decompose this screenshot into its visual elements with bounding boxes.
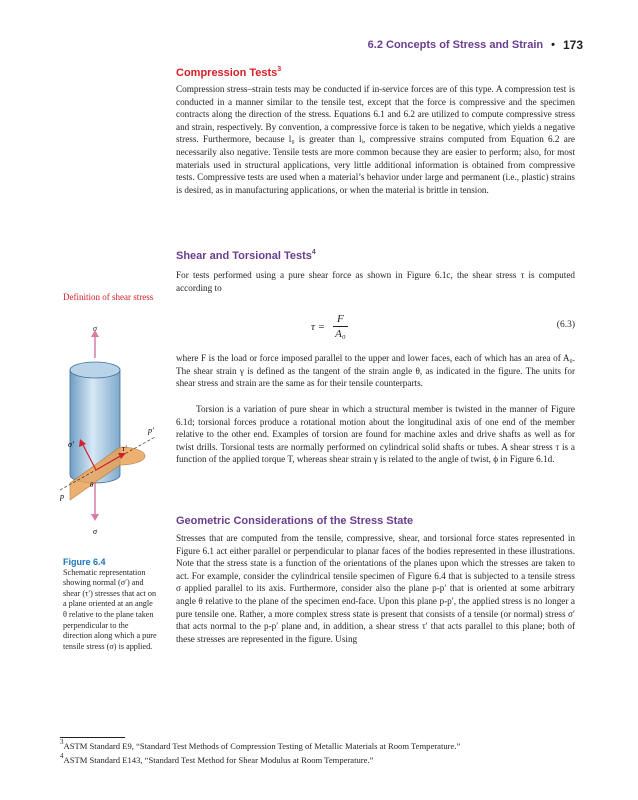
- compression-paragraph: Compression stress–strain tests may be conducted if in-service forces are of this type. A compression test is conducted in a manner similar to the tensile test, except that the force is compressive and the specimen contracts along the direction of the stress. Equations 6.1 and 6.2 are utilized to compute compressive stress and strain, respectively. By convention, a compressive force is taken to be negative, which yields a negative stress. Furthermore, because l₀ is greater than lᵢ, compressive strains computed from Equation 6.2 are necessarily also negative. Tensile tests are more common because they are easier to perform; also, for most materials used in structural applications, very little additional information is obtained from compressive tests. Compressive tests are used when a material’s behavior under large and permanent (i.e., plastic) strains is desired, as in manufacturing applications, or when the material is brittle in tension.: [176, 84, 575, 195]
- figure-6-4-caption: [63, 557, 158, 652]
- theta-label: θ: [90, 481, 94, 489]
- page-number: 173: [562, 38, 583, 52]
- footnote-ref-3: 3: [277, 66, 282, 73]
- footnote-4-text: ASTM Standard E143, “Standard Test Method for Shear Modulus at Room Temperature.”: [63, 755, 374, 765]
- figure-label: Figure 6.4: [63, 557, 106, 567]
- sigma-top-arrow: [91, 330, 99, 358]
- footnote-4: [60, 752, 580, 766]
- p-prime-label: p′: [148, 426, 154, 435]
- footnote-3: [60, 738, 580, 752]
- footnote-ref-4: 4: [311, 249, 316, 256]
- sigma-bottom-label: σ: [93, 527, 97, 536]
- equation-6-3: [176, 311, 575, 345]
- compression-heading-text: Compression Tests: [176, 67, 278, 79]
- geometric-heading: Geometric Considerations of the Stress State: [176, 515, 414, 527]
- footnote-4-mark: 4: [60, 752, 64, 760]
- torsion-paragraph: Torsion is a variation of pure shear in which a structural member is twisted in the manner of Figure 6.1d; torsional forces produce a rotational motion about the longitudinal axis of one end of the member relative to the other end. Examples of torsion are found for machine axles and drive shafts as well as for twist drills. Torsional tests are normally performed on cylindrical solid shafts or tubes. A shear stress τ is a function of the applied torque T, whereas shear strain γ is related to the angle of twist, ϕ in Figure 6.1d.: [176, 404, 575, 465]
- equation-body: [311, 313, 350, 341]
- tau-prime-label: τ′: [122, 444, 127, 453]
- footnote-3-mark: 3: [60, 738, 64, 746]
- geometric-paragraph: Stresses that are computed from the tensile, compressive, shear, and torsional force states represented in Figure 6.1 act either parallel or perpendicular to planar faces of the bodies represented in these illustrations. Note that the stress state is a function of the orientations of the planes upon which the stresses are taken to act. For example, consider the cylindrical tensile specimen of Figure 6.4 that is subjected to a tensile stress σ applied parallel to its axis. Furthermore, consider also the plane p-p′ that is oriented at some arbitrary angle θ relative to the plane of the specimen end-face. Upon this plane p-p′, the applied stress is no longer a pure tensile one. Rather, a more complex stress state is present that consists of a tensile (or normal) stress σ′ that acts normal to the p-p′ plane and, in addition, a shear stress τ′ that acts parallel to this plane; both of these stresses are represented in the figure. Using: [176, 533, 575, 644]
- equation-number: (6.3): [556, 320, 575, 330]
- compression-heading: [176, 67, 281, 79]
- header-section-title: 6.2 Concepts of Stress and Strain: [367, 39, 544, 51]
- running-header: [368, 38, 583, 52]
- figure-6-4-illustration: [60, 325, 170, 550]
- header-bullet: •: [551, 39, 555, 51]
- margin-note-shear-stress: Definition of shear stress: [63, 292, 154, 302]
- sigma-prime-label: σ′: [68, 440, 74, 449]
- equation-denominator: A₀: [335, 328, 346, 340]
- equation-fraction: [331, 313, 350, 341]
- shear-heading-text: Shear and Torsional Tests: [176, 250, 312, 262]
- shear-paragraph-1: where F is the load or force imposed parallel to the upper and lower faces, each of which has an area of A₀. The shear strain γ is defined as the tangent of the strain angle θ, as indicated in the figure. The units for shear stress and strain are the same as for their tensile counterparts.: [176, 353, 575, 389]
- figure-caption-text: Schematic representation showing normal (σ′) and shear (τ′) stresses that act on a plane oriented at an angle θ relative to the plane taken perpendicular to the direction along which a pure tensile stress (σ) is applied.: [63, 567, 157, 651]
- footnote-rule: [60, 737, 125, 738]
- footnote-3-text: ASTM Standard E9, “Standard Test Methods of Compression Testing of Metallic Materials at Room Temperature.”: [63, 741, 461, 751]
- shear-intro-paragraph: For tests performed using a pure shear force as shown in Figure 6.1c, the shear stress τ is computed according to: [176, 270, 575, 293]
- equation-lhs: τ =: [311, 321, 326, 333]
- equation-numerator: F: [333, 313, 348, 327]
- shear-heading: [176, 250, 316, 262]
- sigma-top-label: σ: [93, 325, 97, 333]
- p-label: p: [60, 492, 64, 501]
